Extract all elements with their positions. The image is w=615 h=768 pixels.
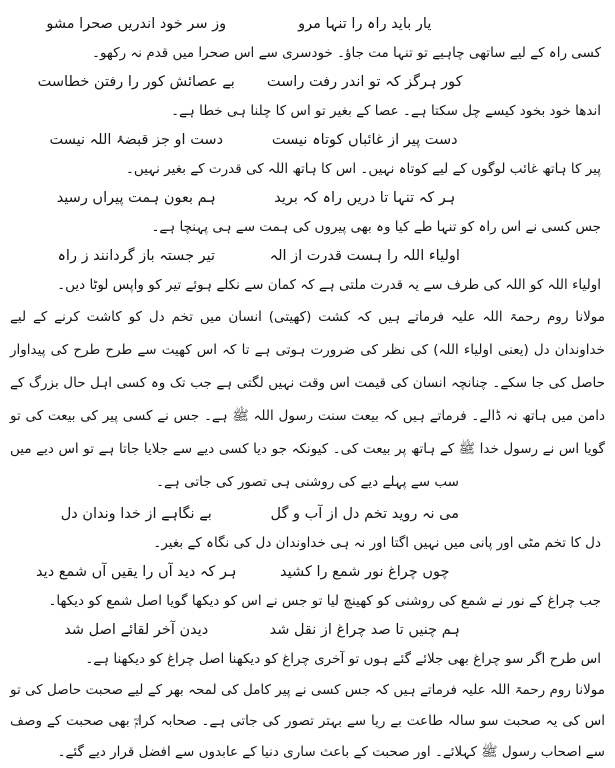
hemistich-left: ہم بعون ہمت پیراں رسید	[56, 190, 216, 206]
hemistich-left: وز سر خود اندریں صحرا مشو	[46, 16, 227, 32]
hemistich-right: یار باید راہ را تنہا مرو	[298, 16, 432, 32]
couplet-row-1	[8, 10, 607, 39]
translation-line-1: کسی راہ کے لیے ساتھی چاہیے تو تنہا مت جاؤ۔ خودسری سے اس صحرا میں قدم نہ رکھو۔	[92, 45, 601, 61]
hemistich-right: می نہ روید تخم دل از آب و گل	[270, 506, 460, 522]
translation-line-3: پیر کا ہاتھ غائب لوگوں کے لیے کوتاہ نہیں۔ اس کا ہاتھ اللہ کی قدرت کے بغیر نہیں۔	[125, 161, 601, 177]
hemistich-left: بے نگاہے از خدا وندان دل	[60, 506, 212, 522]
hemistich-right: چوں چراغ نور شمع را کشید	[280, 564, 450, 580]
hemistich-right: ہم چنیں تا صد چراغ از نقل شد	[269, 622, 460, 638]
hemistich-left: بے عصائش کور را رفتن خطاست	[37, 74, 235, 90]
translation-line-2: اندھا خود بخود کیسے چل سکتا ہے۔ عصا کے بغیر تو اس کا چلنا ہی خطا ہے۔	[171, 103, 601, 119]
translation-line-5: اولیاء اللہ کو اللہ کی طرف سے یہ قدرت ملتی ہے کہ کمان سے نکلے ہوئے تیر کو واپس لوٹا دیں۔	[57, 277, 601, 293]
couplet-row-5	[8, 242, 607, 271]
translation-line-8: اس طرح اگر سو چراغ بھی جلائے گئے ہوں تو آخری چراغ کو دیکھنا اصل چراغ کو دیکھنا ہے۔	[85, 651, 601, 667]
commentary-paragraph-2: مولانا روم رحمۃ اللہ علیہ فرماتے ہیں کہ جس کسی نے پیر کامل کی لمحہ بھر کے لیے صحبت حاصل کی تو اس کی یہ صحبت سو سالہ طاعت بے ریا سے بہتر تصور کی جاتی ہے۔ صحابہ کرامؓ بھی صحبت کے وصف سے اصحاب رسول ﷺ کہلائے۔ اور صحبت کے باعث ساری دنیا کے عابدوں سے افضل قرار دیے گئے۔	[10, 682, 605, 760]
hemistich-right: اولیاء اللہ را ہست قدرت از الہ	[269, 248, 460, 264]
translation-line-4: جس کسی نے اس راہ کو تنہا طے کیا وہ بھی پیروں کی ہمت سے ہی پہنچا ہے۔	[151, 219, 601, 235]
hemistich-left: تیر جستہ باز گردانند ز راہ	[57, 248, 216, 264]
couplet-row-7	[8, 558, 607, 587]
hemistich-right: کور ہرگز کہ تو اندر رفت راست	[266, 74, 463, 90]
translation-line-6: دل کا تخم مٹی اور پانی میں نہیں اگتا اور نہ ہی خداوندان دل کی نگاہ کے بغیر۔	[153, 535, 601, 551]
hemistich-right: دست پیر از غائباں کوتاہ نیست	[271, 132, 458, 148]
hemistich-right: ہر کہ تنہا تا دریں راہ کہ برید	[274, 190, 456, 206]
couplet-row-3	[8, 126, 607, 155]
couplet-row-2	[8, 68, 607, 97]
hemistich-left: ہر کہ دید آں را یقیں آں شمع دید	[36, 564, 237, 580]
couplet-row-8	[8, 616, 607, 645]
translation-line-7: جب چراغ کے نور نے شمع کی روشنی کو کھینچ لیا تو جس نے اس کو دیکھا گویا اصل شمع کو دیکھا۔	[48, 593, 601, 609]
commentary-paragraph-1: مولانا روم رحمۃ اللہ علیہ فرماتے ہیں کہ کشت (کھیتی) انسان میں تخم دل کو کاشت کرنے کے لیے خداوندان دل (یعنی اولیاء اللہ) کی نظر کی ضرورت ہوتی ہے تا کہ اس کھیت سے طرح طرح کی پیداوار حاصل کی جا سکے۔ چنانچہ انسان کی قیمت اس وقت نہیں لگتی ہے جب تک وہ کسی اہل حال بزرگ کے دامن میں ہاتھ نہ ڈالے۔ فرماتے ہیں کہ بیعت سنت رسول اللہ ﷺ ہے۔ جس نے کسی پیر کی بیعت کی تو گویا اس نے رسول خدا ﷺ کے ہاتھ پر بیعت کی۔ کیونکہ جو دیا کسی دیے سے جلایا جاتا ہے تو اس دیے میں سب سے پہلے دیے کی روشنی ہی تصور کی جاتی ہے۔	[10, 309, 605, 490]
hemistich-left: دست او جز قبضۂ اللہ نیست	[49, 132, 224, 148]
couplet-row-4	[8, 184, 607, 213]
hemistich-left: دیدن آخر لقائے اصل شد	[64, 622, 209, 638]
couplet-row-6	[8, 500, 607, 529]
